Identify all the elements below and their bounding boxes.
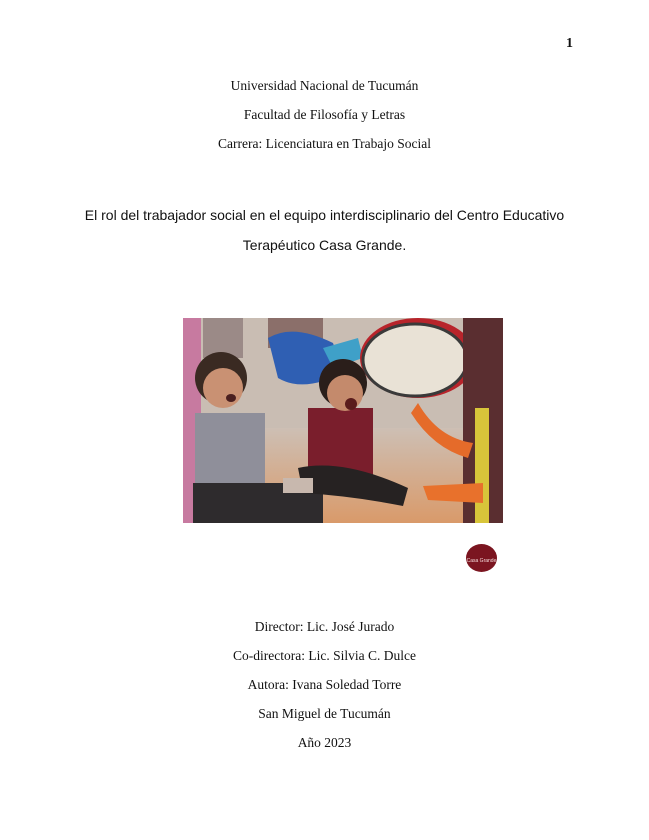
city-line: San Miguel de Tucumán	[258, 706, 391, 721]
page-number: 1	[566, 36, 573, 51]
faculty-name: Facultad de Filosofía y Letras	[243, 107, 406, 122]
author-line: Autora: Ivana Soledad Torre	[247, 677, 402, 692]
children-playing-photo	[183, 318, 503, 523]
thesis-title-line-2: Terapéutico Casa Grande.	[242, 237, 407, 253]
director-line: Director: Lic. José Jurado	[254, 619, 395, 634]
codirector-line: Co-directora: Lic. Silvia C. Dulce	[233, 648, 416, 663]
thesis-title-line-1: El rol del trabajador social en el equipo interdisciplinario del Centro Educativo	[84, 207, 565, 223]
casa-grande-logo	[466, 544, 497, 572]
year-line: Año 2023	[297, 735, 352, 750]
cover-photo	[183, 318, 503, 523]
logo-text: Casa Grande	[466, 558, 497, 564]
university-name: Universidad Nacional de Tucumán	[230, 78, 419, 93]
career-name: Carrera: Licenciatura en Trabajo Social	[218, 136, 431, 151]
